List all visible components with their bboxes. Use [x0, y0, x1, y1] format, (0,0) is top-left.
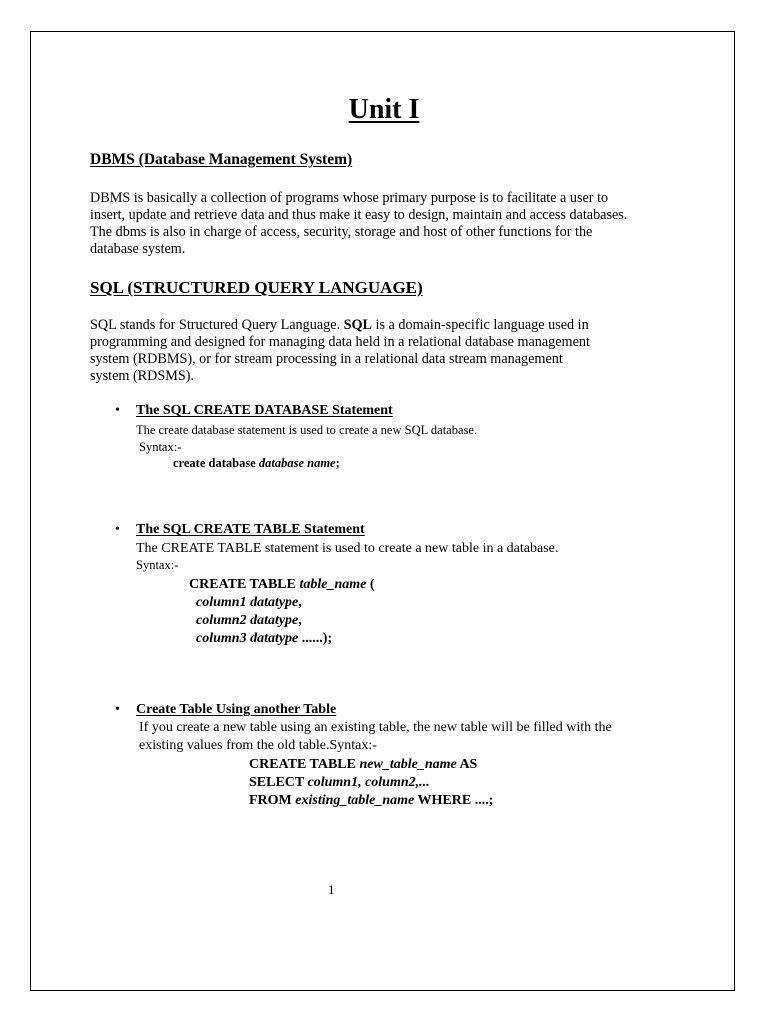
- create-another-desc: If you create a new table using an existing table, the new table will be filled with the: [139, 720, 612, 735]
- code-end: ;: [335, 456, 340, 470]
- sql-line: system (RDBMS), or for stream processing in a relational data stream management: [90, 351, 563, 367]
- page-number: 1: [328, 882, 335, 897]
- code-argument: database name: [258, 456, 336, 470]
- bullet-marker: •: [115, 522, 120, 537]
- create-another-heading: Create Table Using another Table: [136, 702, 337, 717]
- code-line: [249, 774, 493, 792]
- create-table-code: [189, 576, 375, 648]
- create-table-syntax-label: Syntax:-: [136, 558, 179, 572]
- code-keyword: CREATE TABLE: [249, 757, 360, 772]
- code-line: [249, 756, 493, 774]
- create-table-heading: The SQL CREATE TABLE Statement: [136, 522, 365, 537]
- code-line: [189, 594, 375, 612]
- code-argument: new_table_name: [359, 757, 457, 772]
- code-end: (: [366, 577, 375, 592]
- dbms-paragraph: [90, 190, 670, 258]
- dbms-line: insert, update and retrieve data and thus make it easy to design, maintain and access databases.: [90, 207, 628, 223]
- code-argument: existing_table_name: [295, 793, 415, 808]
- code-keyword: FROM: [249, 793, 296, 808]
- page-title: Unit I: [348, 94, 420, 125]
- create-database-desc: The create database statement is used to create a new SQL database.: [136, 423, 478, 437]
- code-column: column3 datatype: [196, 631, 299, 646]
- create-another-code: [249, 756, 493, 810]
- dbms-line: DBMS is basically a collection of programs whose primary purpose is to facilitate a user to: [90, 190, 609, 206]
- code-comma: ,: [298, 595, 302, 610]
- create-another-desc: existing values from the old table.Syntax:-: [139, 738, 377, 753]
- sql-line: [90, 317, 670, 334]
- code-line: [189, 576, 375, 594]
- sql-heading: SQL (STRUCTURED QUERY LANGUAGE): [90, 278, 423, 297]
- code-keyword: CREATE TABLE: [189, 577, 300, 592]
- code-end: ......);: [298, 631, 333, 646]
- code-keyword: SELECT: [249, 775, 308, 790]
- code-column: column1 datatype: [196, 595, 299, 610]
- create-table-desc: The CREATE TABLE statement is used to create a new table in a database.: [136, 541, 559, 556]
- dbms-line: database system.: [90, 241, 186, 257]
- sql-line-text: SQL stands for Structured Query Language.: [90, 317, 344, 333]
- create-database-syntax-label: Syntax:-: [139, 440, 182, 454]
- create-database-heading: The SQL CREATE DATABASE Statement: [136, 403, 393, 418]
- code-argument: column1, column2,...: [307, 775, 430, 790]
- dbms-line: The dbms is also in charge of access, security, storage and host of other functions for the: [90, 224, 593, 240]
- code-keyword: create database: [173, 456, 259, 470]
- sql-paragraph: [90, 317, 670, 385]
- code-argument: table_name: [299, 577, 367, 592]
- sql-line: programming and designed for managing data held in a relational database management: [90, 334, 590, 350]
- page-border: [30, 31, 735, 991]
- code-line: [249, 792, 493, 810]
- code-end: AS: [456, 757, 478, 772]
- sql-line-text: is a domain-specific language used in: [372, 317, 589, 333]
- code-line: [189, 612, 375, 630]
- bullet-marker: •: [115, 702, 120, 717]
- code-comma: ,: [298, 613, 302, 628]
- dbms-heading: DBMS (Database Management System): [90, 151, 353, 168]
- sql-line: system (RDSMS).: [90, 368, 195, 384]
- sql-bold-term: SQL: [343, 317, 372, 333]
- create-database-code: [173, 456, 340, 471]
- code-end: WHERE ....;: [414, 793, 494, 808]
- code-line: [189, 630, 375, 648]
- code-column: column2 datatype: [196, 613, 299, 628]
- bullet-marker: •: [115, 403, 120, 418]
